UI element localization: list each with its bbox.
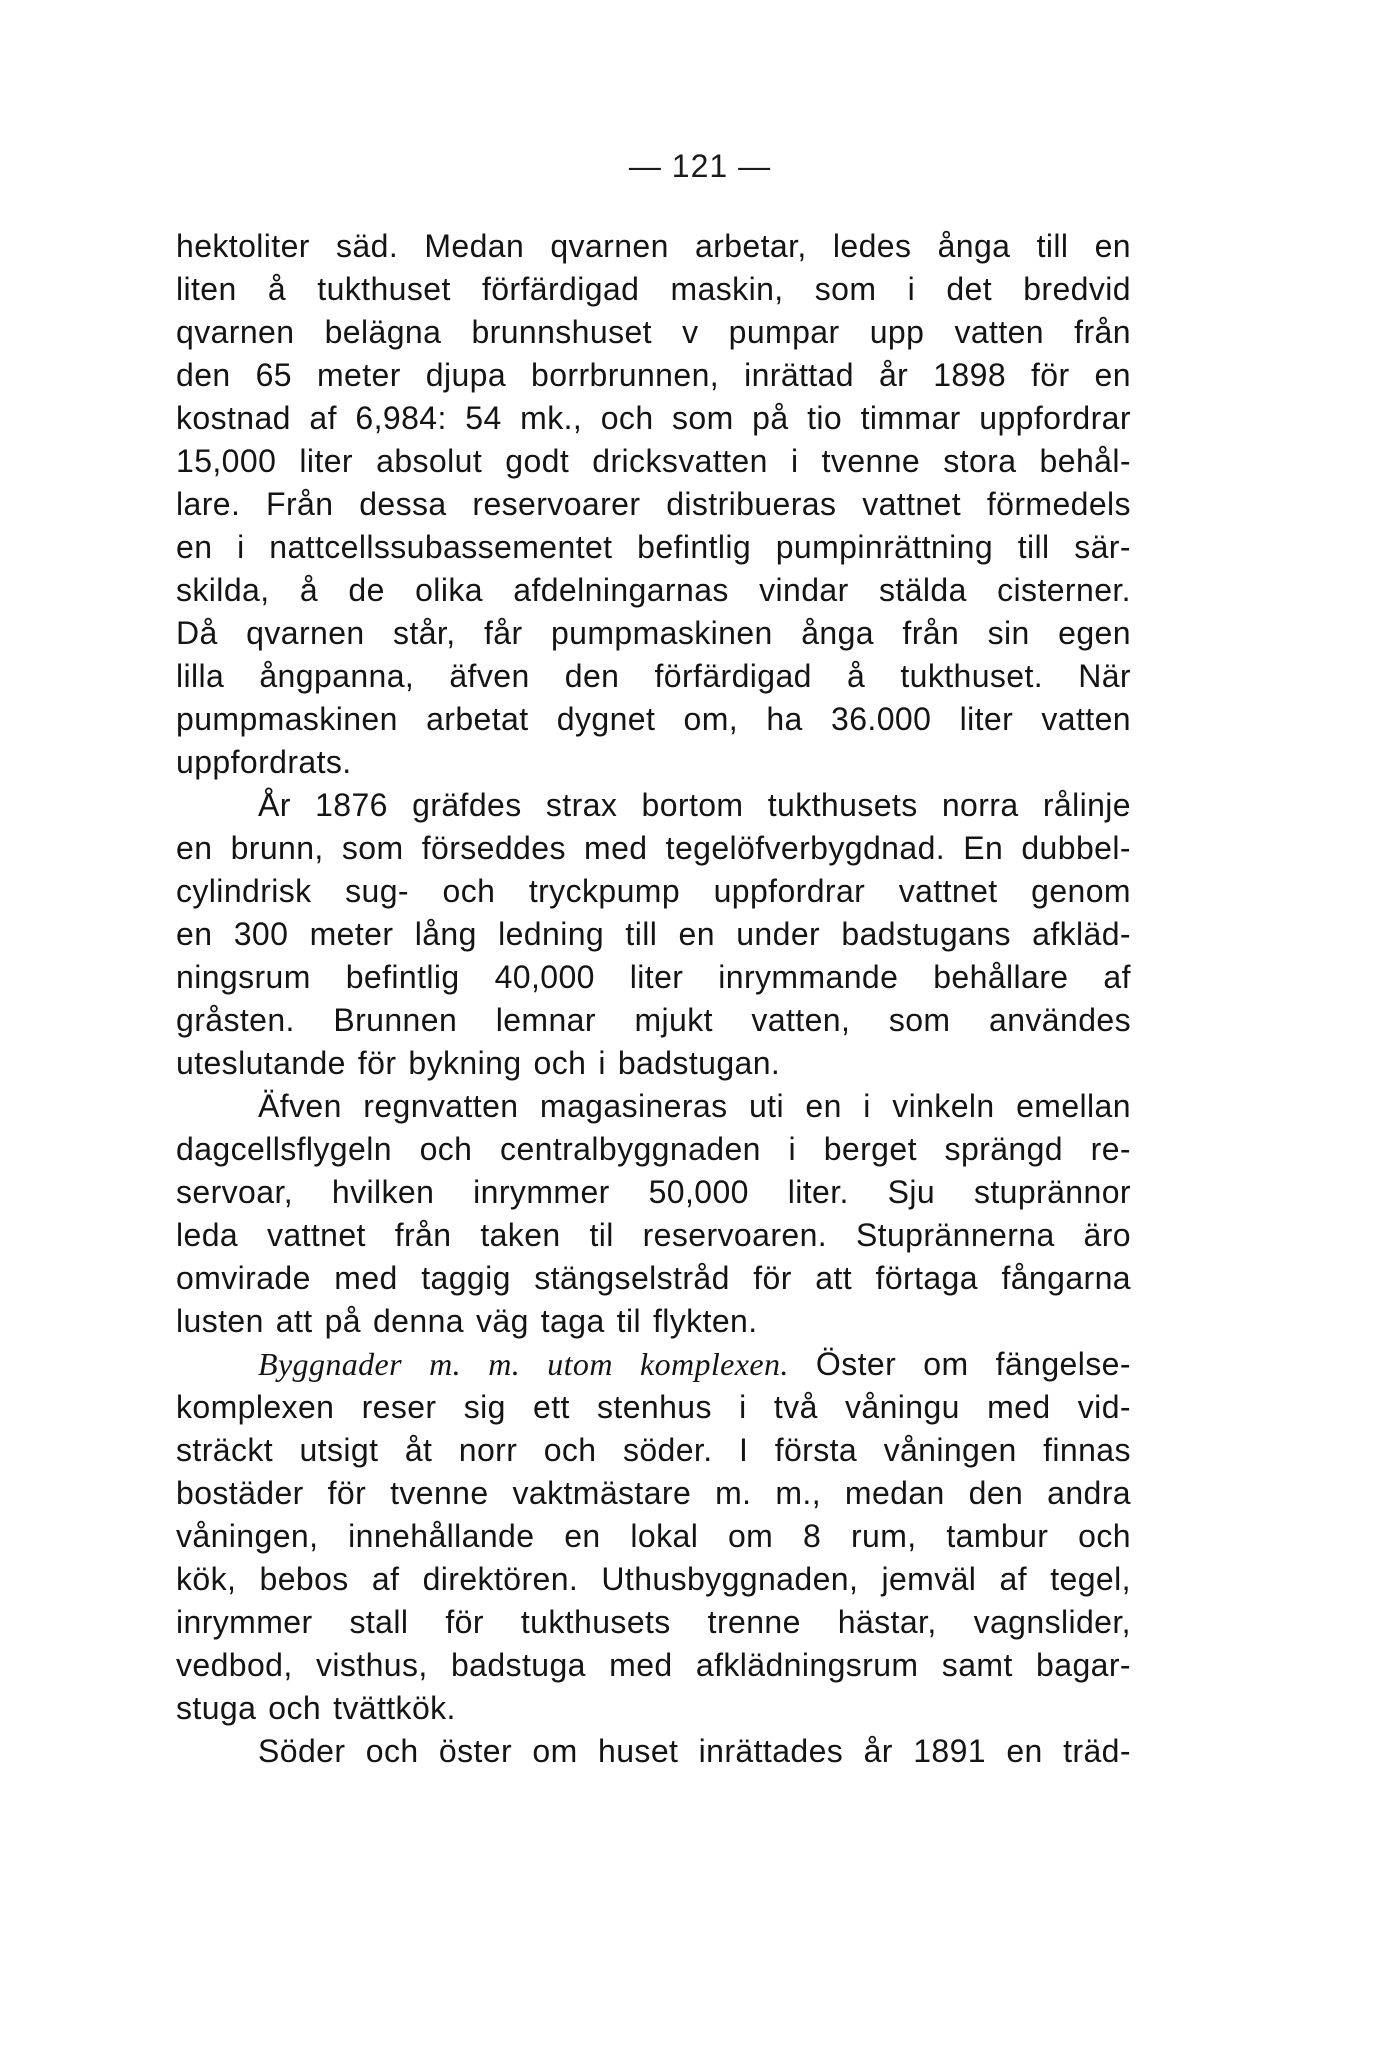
text-line: gråsten. Brunnen lemnar mjukt vatten, som användes bbox=[176, 1002, 1131, 1038]
text-line: den 65 meter djupa borrbrunnen, inrättad år 1898 för en bbox=[176, 357, 1131, 393]
text-line: lilla ångpanna, äfven den förfärdigad å tukthuset. När bbox=[176, 658, 1131, 694]
text-line: Äfven regnvatten magasineras uti en i vinkeln emellan bbox=[258, 1088, 1131, 1124]
text-line: lusten att på denna väg taga til flykten. bbox=[176, 1303, 758, 1339]
text-line: kök, bebos af direktören. Uthusbyggnaden, jemväl af tegel, bbox=[176, 1561, 1131, 1597]
body-text bbox=[176, 225, 1131, 1773]
text-line: cylindrisk sug- och tryckpump uppfordrar vattnet genom bbox=[176, 873, 1131, 909]
text-line: våningen, innehållande en lokal om 8 rum, tambur och bbox=[176, 1518, 1131, 1554]
text-line: ningsrum befintlig 40,000 liter inrymmande behållare af bbox=[176, 959, 1131, 995]
text-line: servoar, hvilken inrymmer 50,000 liter. Sju stuprännor bbox=[176, 1174, 1131, 1210]
text-line: stuga och tvättkök. bbox=[176, 1690, 456, 1726]
text-line: uppfordrats. bbox=[176, 744, 352, 780]
text-line: Söder och öster om huset inrättades år 1891 en träd- bbox=[258, 1733, 1131, 1769]
text-line: lare. Från dessa reservoarer distribueras vattnet förmedels bbox=[176, 486, 1131, 522]
text-line: omvirade med taggig stängselstråd för att förtaga fångarna bbox=[176, 1260, 1131, 1296]
text-line: leda vattnet från taken til reservoaren. Stuprännerna äro bbox=[176, 1217, 1131, 1253]
text-line: vedbod, visthus, badstuga med afklädningsrum samt bagar- bbox=[176, 1647, 1131, 1683]
text-line: bostäder för tvenne vaktmästare m. m., medan den andra bbox=[176, 1475, 1131, 1511]
text-line: sträckt utsigt åt norr och söder. I första våningen finnas bbox=[176, 1432, 1131, 1468]
text-line: År 1876 gräfdes strax bortom tukthusets norra rålinje bbox=[258, 787, 1131, 823]
text-line: en 300 meter lång ledning till en under badstugans afkläd- bbox=[176, 916, 1131, 952]
text-line: en i nattcellssubassementet befintlig pumpinrättning till sär- bbox=[176, 529, 1131, 565]
page-number: — 121 — bbox=[628, 148, 772, 184]
text-line: en brunn, som förseddes med tegelöfverbygdnad. En dubbel- bbox=[176, 830, 1131, 866]
text-line: kostnad af 6,984: 54 mk., och som på tio timmar uppfordrar bbox=[176, 400, 1131, 436]
text-line: inrymmer stall för tukthusets trenne hästar, vagnslider, bbox=[176, 1604, 1131, 1640]
text-line: Byggnader m. m. utom komplexen. Öster om fängelse- bbox=[258, 1346, 1131, 1382]
text-line: pumpmaskinen arbetat dygnet om, ha 36.000 liter vatten bbox=[176, 701, 1131, 737]
text-line: komplexen reser sig ett stenhus i två våningu med vid- bbox=[176, 1389, 1131, 1425]
text-line: skilda, å de olika afdelningarnas vindar stälda cisterner. bbox=[176, 572, 1131, 608]
text-line: dagcellsflygeln och centralbyggnaden i berget sprängd re- bbox=[176, 1131, 1131, 1167]
text-line: Då qvarnen står, får pumpmaskinen ånga från sin egen bbox=[176, 615, 1131, 651]
text-line: hektoliter säd. Medan qvarnen arbetar, ledes ånga till en bbox=[176, 228, 1131, 264]
text-line: 15,000 liter absolut godt dricksvatten i tvenne stora behål- bbox=[176, 443, 1131, 479]
text-line: liten å tukthuset förfärdigad maskin, som i det bredvid bbox=[176, 271, 1131, 307]
text-line: qvarnen belägna brunnshuset v pumpar upp vatten från bbox=[176, 314, 1131, 350]
text-line: uteslutande för bykning och i badstugan. bbox=[176, 1045, 781, 1081]
